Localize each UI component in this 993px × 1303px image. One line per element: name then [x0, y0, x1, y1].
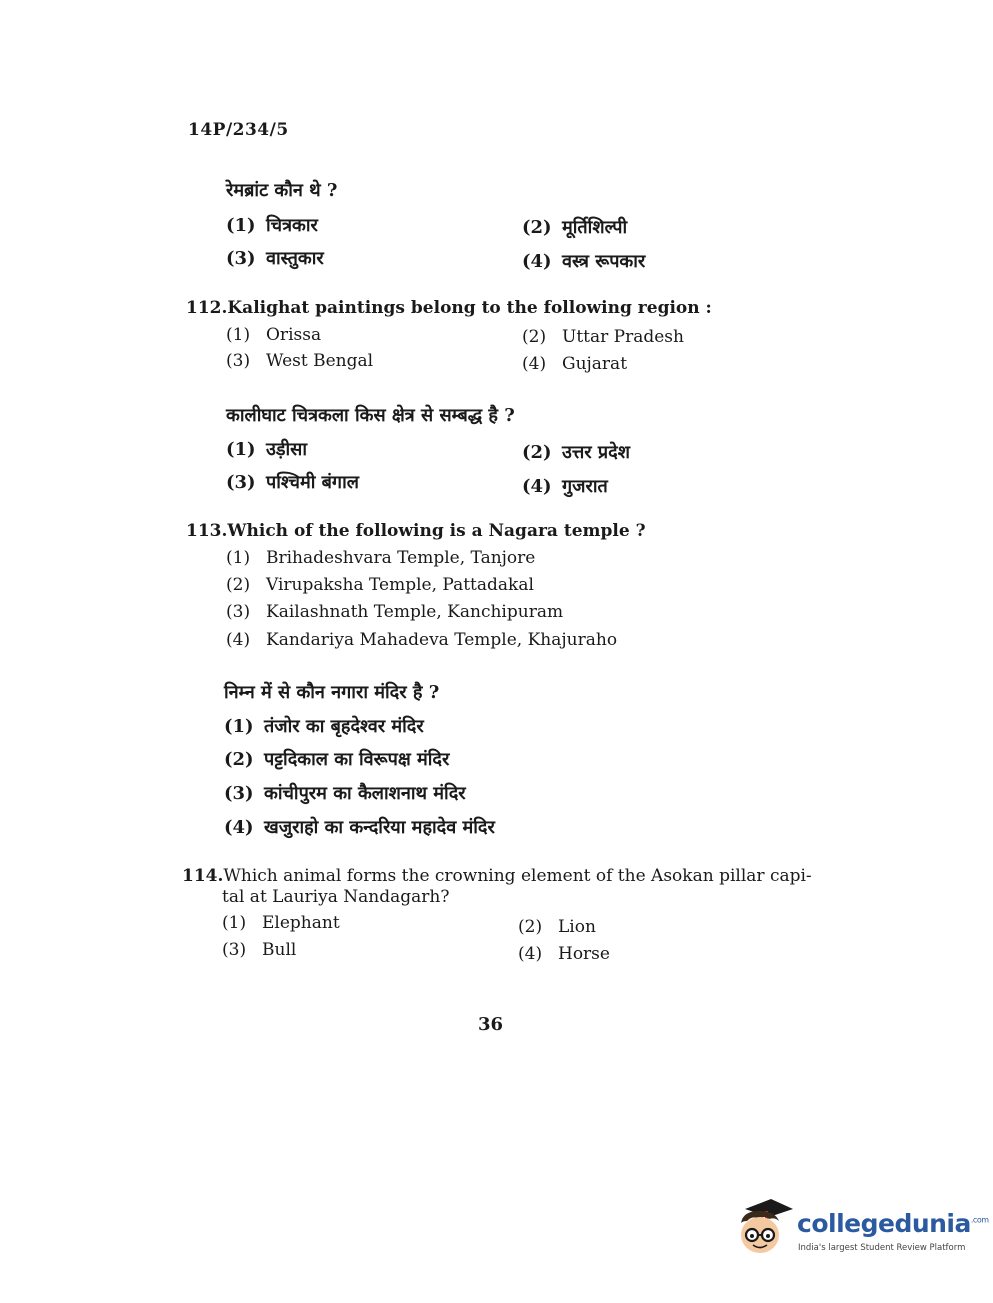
- collegedunia-logo: [735, 1195, 989, 1265]
- q113-option-1: (1) Brihadeshvara Temple, Tanjore: [226, 548, 536, 568]
- q112-hindi-option-2: (2) उत्तर प्रदेश: [522, 442, 630, 463]
- q114-option-1: (1) Elephant: [222, 913, 340, 933]
- q112-option-4: (4) Gujarat: [522, 354, 628, 374]
- q113-hindi-option-3: (3) कांचीपुरम का कैलाशनाथ मंदिर: [224, 783, 466, 804]
- q111-hindi-option-1: (1) चित्रकार: [226, 215, 318, 236]
- q111-hindi-option-4: (4) वस्त्र रूपकार: [522, 251, 646, 272]
- brand-tagline: India's largest Student Review Platform: [798, 1243, 966, 1253]
- paper-code: 14P/234/5: [188, 120, 289, 140]
- q114-question-line2: tal at Lauriya Nandagarh?: [222, 887, 450, 907]
- q113-option-4: (4) Kandariya Mahadeva Temple, Khajuraho: [226, 630, 618, 650]
- q111-hindi-option-3: (3) वास्तुकार: [226, 248, 324, 269]
- q111-hindi-option-2: (2) मूर्तिशिल्पी: [522, 217, 628, 238]
- brand-name: collegedunia$^{.com}$: [797, 1209, 989, 1238]
- q114-option-4: (4) Horse: [518, 944, 610, 964]
- q112-hindi-question: कालीघाट चित्रकला किस क्षेत्र से सम्बद्ध है ?: [226, 405, 515, 426]
- q112-hindi-option-4: (4) गुजरात: [522, 476, 608, 497]
- q114-option-3: (3) Bull: [222, 940, 297, 960]
- q113-hindi-option-2: (2) पट्टदिकाल का विरूपक्ष मंदिर: [224, 749, 450, 770]
- q114-option-2: (2) Lion: [518, 917, 596, 937]
- q112-option-1: (1) Orissa: [226, 325, 322, 345]
- q112-option-2: (2) Uttar Pradesh: [522, 327, 684, 347]
- q113-hindi-question: निम्न में से कौन नगारा मंदिर है ?: [224, 682, 440, 703]
- q112-hindi-option-3: (3) पश्चिमी बंगाल: [226, 472, 359, 493]
- q113-hindi-option-1: (1) तंजोर का बृहदेश्वर मंदिर: [224, 716, 424, 737]
- q113-question: 113.Which of the following is a Nagara temple ?: [186, 521, 646, 541]
- q112-hindi-option-1: (1) उड़ीसा: [226, 439, 307, 460]
- q112-question: 112.Kalighat paintings belong to the following region :: [186, 298, 712, 318]
- q113-hindi-option-4: (4) खजुराहो का कन्दरिया महादेव मंदिर: [224, 817, 495, 838]
- q114-question-line1: 114.Which animal forms the crowning element of the Asokan pillar capi-: [182, 866, 812, 886]
- q111-hindi-question: रेमब्रांट कौन थे ?: [226, 180, 338, 201]
- q112-option-3: (3) West Bengal: [226, 351, 374, 371]
- q113-option-3: (3) Kailashnath Temple, Kanchipuram: [226, 602, 564, 622]
- q113-option-2: (2) Virupaksha Temple, Pattadakal: [226, 575, 534, 595]
- page-number: 36: [478, 1014, 504, 1035]
- mascot-icon: [735, 1195, 793, 1265]
